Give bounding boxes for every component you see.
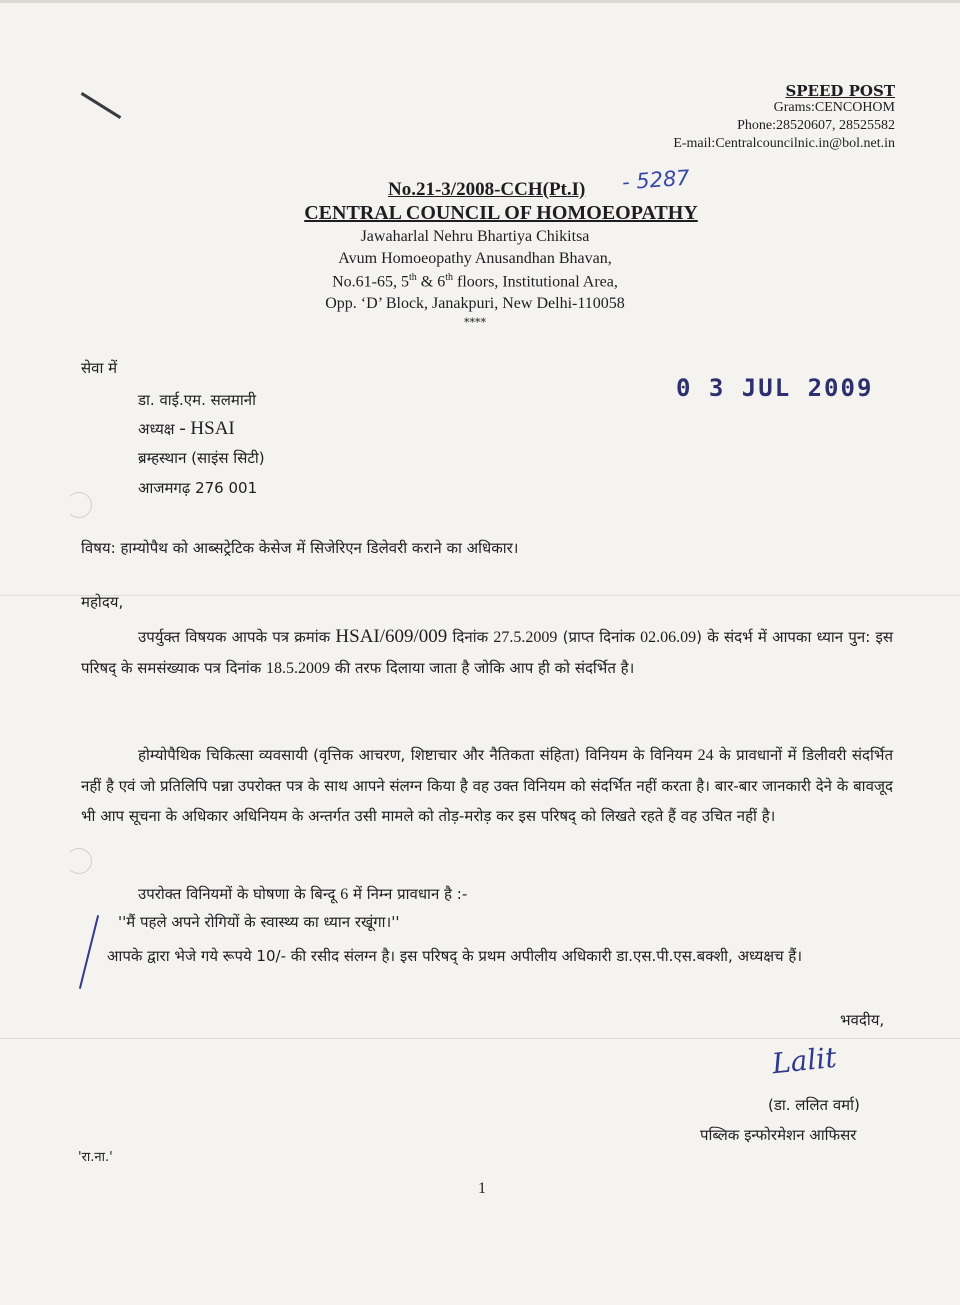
signatory-designation: पब्लिक इन्फोरमेशन आफिसर <box>700 1126 857 1144</box>
closing-yours: भवदीय, <box>840 1011 885 1029</box>
fold-line <box>0 1038 960 1039</box>
reference-number: No.21-3/2008-CCH(Pt.I) <box>388 179 586 200</box>
body-paragraph-1: उपर्युक्त विषयक आपके पत्र क्रमांक HSAI/609/009 दिनांक 27.5.2009 (प्राप्त दिनांक 02.06.09) के संदर्भ में आपका ध्यान पुन: इस परिषद् के समसंख्याक पत्र दिनांक 18.5.2009 की तरफ दिलाया जाता है जोकि आप ही को संदर्भित है। <box>81 626 893 677</box>
fold-line <box>0 595 960 596</box>
separator-stars: **** <box>464 316 486 329</box>
punch-hole <box>66 492 92 518</box>
organization-name: CENTRAL COUNCIL OF HOMOEOPATHY <box>304 202 698 224</box>
handwritten-number: - 5287 <box>621 165 691 195</box>
recipient-name: डा. वाई.एम. सलमानी <box>138 391 256 409</box>
body-paragraph-2: होम्योपैथिक चिकित्सा व्यवसायी (वृत्तिक आचरण, शिष्टाचार और नैतिकता संहिता) विनियम के विनियम 24 के प्रावधानों में डिलीवरी संदर्भित नहीं है एवं जो प्रतिलिपि पन्ना उपरोक्त पत्र के साथ आपने संलग्न किया है वह उक्त विनियम को संदर्भित नहीं करता है। बार-बार जानकारी देने के बावजूद भी आप सूचना के अधिकार अधिनियम के अन्तर्गत उसी मामले को तोड़-मरोड़ कर इस परिषद् को लिखते रहते हैं वह उचित नहीं है। <box>81 746 893 825</box>
address-line-1: Jawaharlal Nehru Bhartiya Chikitsa <box>360 228 590 245</box>
body-paragraph-3: उपरोक्त विनियमों के घोषणा के बिन्दू 6 में निम्न प्रावधान है :- <box>138 885 468 903</box>
body-paragraph-4: आपके द्वारा भेजे गये रूपये 10/- की रसीद संलग्न है। इस परिषद् के प्रथम अपीलीय अधिकारी डा.एस.पी.एस.बक्शी, अध्यक्षच हैं। <box>107 947 803 965</box>
to-label: सेवा में <box>81 359 118 377</box>
scuff-mark <box>81 92 122 119</box>
quote-line: ''मैं पहले अपने रोगियों के स्वास्थ्य का ध्यान रखूंगा।'' <box>118 913 400 931</box>
subject-label: विषय: <box>81 539 116 557</box>
recipient-address-2: आजमगढ़ 276 001 <box>138 479 258 497</box>
page-number: 1 <box>478 1180 486 1197</box>
grams-line: Grams:CENCOHOM <box>773 100 895 115</box>
signatory-name: (डा. ललित वर्मा) <box>768 1096 860 1114</box>
address-line-2: Avum Homoeopathy Anusandhan Bhavan, <box>338 250 612 267</box>
subject-line <box>81 538 518 558</box>
recipient-address-1: ब्रम्हस्थान (साइंस सिटी) <box>138 449 265 467</box>
initials: 'रा.ना.' <box>78 1150 113 1165</box>
subject-text: हाम्योपैथ को आब्सट्रेटिक केसेज में सिजेरिएन डिलेवरी कराने का अधिकार। <box>120 539 519 557</box>
address-line-4: Opp. ‘D’ Block, Janakpuri, New Delhi-110058 <box>325 295 625 312</box>
page-top-edge <box>0 0 960 3</box>
signature: Lalit <box>770 1040 839 1081</box>
date-stamp: 0 3 JUL 2009 <box>676 374 874 402</box>
email-line: E-mail:Centralcouncilnic.in@bol.net.in <box>673 136 895 151</box>
speed-post-label: SPEED POST <box>785 82 895 100</box>
recipient-designation: अध्यक्ष - HSAI <box>138 418 235 439</box>
address-line-3: No.61-65, 5th & 6th floors, Institutional Area, <box>332 272 618 291</box>
punch-hole <box>66 848 92 874</box>
greeting: महोदय, <box>81 593 124 611</box>
phone-line: Phone:28520607, 28525582 <box>737 118 895 133</box>
